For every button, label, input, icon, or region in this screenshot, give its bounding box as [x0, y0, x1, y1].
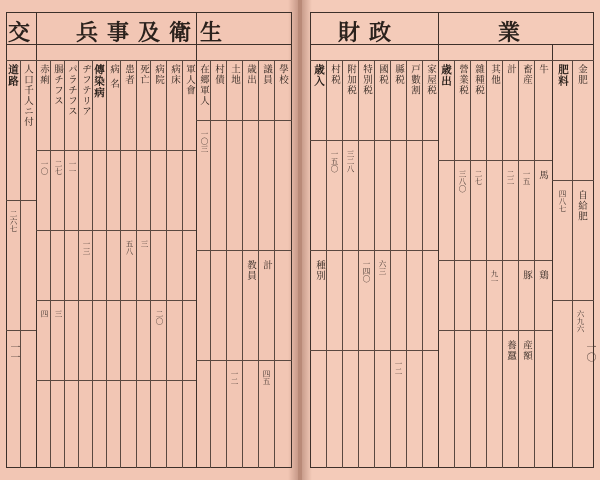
table-cell: 六三	[378, 260, 387, 275]
column-header: 國税	[377, 64, 388, 85]
right-section-title: 業	[498, 20, 530, 46]
table-cell: 一五	[522, 170, 531, 185]
column-header: 附加税	[345, 64, 356, 96]
column-header: 特別税	[361, 64, 372, 96]
table-cell: 二二	[506, 170, 515, 185]
column-header: 學校	[277, 64, 288, 85]
table-cell: 三	[54, 310, 63, 318]
table-cell: 四八七	[558, 190, 567, 213]
column-header: 村債	[213, 64, 224, 85]
table-cell: 一三	[82, 240, 91, 255]
column-header: 村税	[329, 64, 340, 85]
column-header: 人口千人ニ付	[22, 64, 33, 127]
column-header: 計	[505, 64, 516, 75]
column-header: 傳染病	[93, 64, 105, 99]
page-number: 一一	[8, 342, 19, 362]
column-header: 病院	[153, 64, 164, 85]
column-header: 養蠶	[505, 340, 516, 361]
table-cell: 四	[40, 310, 49, 318]
table-cell: 二七	[474, 170, 483, 185]
table-cell: 五八	[125, 240, 134, 255]
column-header: パラチフス	[66, 64, 77, 117]
table-cell: 四五	[262, 370, 271, 385]
column-header: 腸チフス	[52, 64, 63, 106]
column-header: 牛	[537, 64, 548, 75]
table-cell: 一〇	[40, 160, 49, 175]
column-header: 赤痢	[38, 64, 49, 85]
column-header: 死亡	[138, 64, 149, 85]
table-cell: 二七	[54, 160, 63, 175]
table-cell: 六九六	[576, 310, 585, 333]
table-cell: 一二	[230, 370, 239, 385]
table-cell: 二六七	[9, 210, 18, 233]
table-cell: 九一	[490, 270, 499, 285]
column-header: 畜産	[521, 64, 532, 85]
left-page	[0, 0, 298, 480]
column-header: 歳出	[440, 64, 452, 87]
left-section-title-2: 交	[8, 20, 40, 46]
column-header: 營業税	[457, 64, 468, 96]
table-cell: 一五〇	[330, 150, 339, 173]
column-header: 病床	[169, 64, 180, 85]
column-header: 土地	[229, 64, 240, 85]
column-header: 馬	[537, 170, 548, 181]
column-header: 患者	[123, 64, 134, 85]
table-cell: 一二	[394, 360, 403, 375]
column-header: 計	[261, 260, 272, 271]
column-header: 金肥	[576, 64, 587, 85]
column-header: 在郷軍人	[198, 64, 209, 106]
column-header: 其他	[489, 64, 500, 85]
table-cell: 二〇	[155, 310, 164, 325]
column-header: 自給肥	[576, 190, 587, 222]
column-header: 教員	[245, 260, 256, 281]
column-header: 軍人會	[184, 64, 195, 96]
column-header: ヂフテリア	[80, 64, 91, 117]
column-header: 議員	[261, 64, 272, 85]
column-header: 縣税	[393, 64, 404, 85]
column-header: 家屋税	[425, 64, 436, 96]
table-cell: 一四〇	[362, 260, 371, 283]
column-header: 産額	[521, 340, 532, 361]
column-header: 豚	[521, 270, 532, 281]
table-cell: 三	[140, 240, 149, 248]
table-cell: 一〇三	[200, 130, 209, 153]
column-header: 病 名	[108, 64, 119, 90]
column-header: 種別	[314, 260, 325, 281]
table-cell: 三八〇	[458, 170, 467, 193]
column-header: 鶏	[537, 270, 548, 281]
column-header: 戸數割	[409, 64, 420, 96]
column-header: 肥料	[557, 64, 569, 87]
table-cell: 一一	[68, 160, 77, 175]
column-header: 歳入	[313, 64, 325, 87]
right-section-title-2: 財政	[338, 20, 401, 46]
page-number: 一〇	[584, 342, 595, 362]
left-section-title: 兵事及衛生	[76, 20, 232, 46]
column-header: 雜種税	[473, 64, 484, 96]
right-page	[302, 0, 600, 480]
table-cell: 三二八	[346, 150, 355, 173]
column-header: 歳出	[245, 64, 256, 85]
column-header: 道路	[7, 64, 19, 87]
